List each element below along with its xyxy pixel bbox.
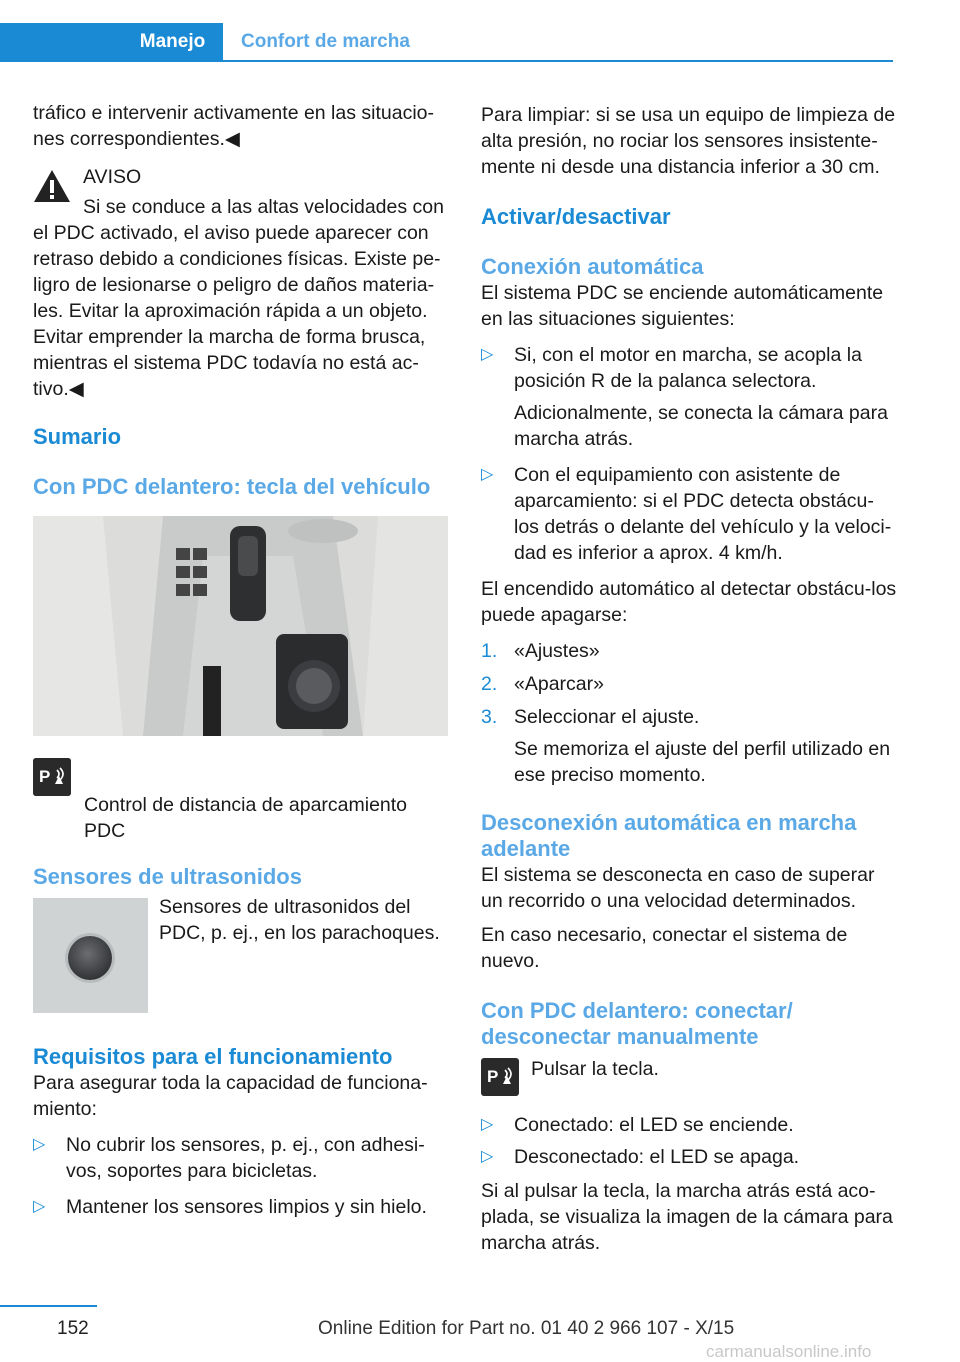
warning-triangle-icon: [33, 168, 71, 204]
pdc-caption: Control de distancia de aparcamiento PDC: [84, 794, 408, 842]
list-item: ▷ Mantener los sensores limpios y sin hielo.: [33, 1196, 427, 1218]
list-item: ▷ Conectado: el LED se enciende.: [481, 1114, 794, 1136]
tab-manejo[interactable]: Manejo: [122, 23, 223, 61]
heading-desconexion: Desconexión automática en marcha adelante: [481, 810, 857, 861]
heading-requisitos: Requisitos para el funcionamiento: [33, 1044, 393, 1069]
pdc-button-icon: [33, 758, 71, 796]
edition-text: Online Edition for Part no. 01 40 2 966 107 - X/15: [318, 1318, 735, 1339]
heading-conexion: Conexión automática: [481, 254, 704, 279]
triangle-right-bullet: ▷: [33, 1198, 46, 1215]
console-photo: [33, 516, 448, 736]
conexion-text: El sistema PDC se enciende automáticamente en las situaciones siguientes:: [481, 282, 884, 330]
heading-manual: Con PDC delantero: conectar/ desconectar manualmente: [481, 998, 793, 1049]
list-item: ▷ No cubrir los sensores, p. ej., con adhesi‐vos, soportes para bicicletas.: [33, 1134, 425, 1182]
heading-sensores: Sensores de ultrasonidos: [33, 864, 302, 889]
svg-text:P: P: [487, 1067, 499, 1086]
list-item: ▷ Desconectado: el LED se apaga.: [481, 1146, 800, 1168]
triangle-right-bullet: ▷: [33, 1136, 46, 1153]
header-divider: [0, 60, 893, 62]
warning-block: [33, 164, 449, 402]
list-item: ▷ Con el equipamiento con asistente de aparcamiento: si el PDC detecta obstácu‐los detrás o delante del vehículo y la veloci‐dad es inferior a aprox. 4 km/h.: [481, 464, 892, 564]
desconexion-text-2: En caso necesario, conectar el sistema de nuevo.: [481, 924, 848, 972]
list-item-extra: Adicionalmente, se conecta la cámara para marcha atrás.: [514, 402, 888, 450]
footer-divider: [0, 1305, 97, 1307]
pulsar-text: Pulsar la tecla.: [531, 1058, 659, 1080]
triangle-right-bullet: ▷: [481, 1116, 494, 1133]
step-item: 2. «Aparcar»: [481, 673, 604, 695]
desconexion-text: El sistema se desconecta en caso de superar un recorrido o una velocidad determinados.: [481, 864, 875, 912]
pulsar-block: [481, 1056, 897, 1106]
steps-list: [481, 638, 897, 788]
page-number: 152: [57, 1318, 89, 1339]
conexion-list: [481, 342, 897, 566]
tab-confort-de-marcha[interactable]: Confort de marcha: [241, 31, 410, 52]
final-text: Si al pulsar la tecla, la marcha atrás está aco‐plada, se visualiza la imagen de la cámara para marcha atrás.: [481, 1180, 893, 1254]
requisitos-text: Para asegurar toda la capacidad de funciona‐miento:: [33, 1072, 428, 1120]
header-bar: [0, 23, 122, 61]
right-column: [481, 102, 897, 1256]
warning-text: Si se conduce a las altas velocidades con: [83, 196, 444, 218]
sensor-photo: [33, 898, 148, 1013]
requisitos-list: [33, 1132, 449, 1220]
sensor-image: [68, 936, 112, 980]
sensor-text: Sensores de ultrasonidos del PDC, p. ej., en los parachoques.: [159, 896, 440, 944]
left-column: [33, 100, 449, 1220]
watermark: carmanualsonline.info: [706, 1342, 872, 1361]
manual-list: [481, 1112, 897, 1170]
paragraph-limpiar: Para limpiar: si se usa un equipo de limpieza de alta presión, no rociar los sensores insistente‐mente ni desde una distancia inferior a 30 cm.: [481, 104, 896, 178]
heading-sumario: Sumario: [33, 424, 122, 449]
sensor-block: [33, 894, 449, 1018]
list-item: ▷ Si, con el motor en marcha, se acopla la posición R de la palanca selectora.: [481, 344, 862, 392]
step-item-extra: Se memoriza el ajuste del perfil utilizado en ese preciso momento.: [514, 738, 891, 786]
svg-text:P: P: [39, 767, 51, 786]
step-item: 3. Seleccionar el ajuste.: [481, 706, 700, 728]
heading-activar: Activar/desactivar: [481, 204, 671, 229]
warning-text-cont: el PDC activado, el aviso puede aparecer con retraso debido a condiciones físicas. Existe pe‐ligro de lesionarse o peligro de daños materia‐les. Evitar la aproximación rápida a un objeto. Evitar emprender la marcha de forma brusca, mientras el sistema PDC todavía no está ac‐tivo.◀: [33, 222, 441, 400]
pdc-caption-block: [33, 754, 449, 844]
triangle-right-bullet: ▷: [481, 466, 494, 483]
apagar-text: El encendido automático al detectar obstácu‐los puede apagarse:: [481, 578, 897, 626]
warning-title: AVISO: [83, 166, 142, 188]
pdc-button-icon: [481, 1058, 519, 1101]
console-image: [33, 516, 448, 736]
triangle-right-bullet: ▷: [481, 1148, 494, 1165]
triangle-right-bullet: ▷: [481, 346, 494, 363]
step-item: 1. «Ajustes»: [481, 640, 600, 662]
heading-pdc-tecla: Con PDC delantero: tecla del vehículo: [33, 474, 431, 499]
paragraph: tráfico e intervenir activamente en las situacio‐nes correspondientes.◀: [33, 102, 435, 150]
